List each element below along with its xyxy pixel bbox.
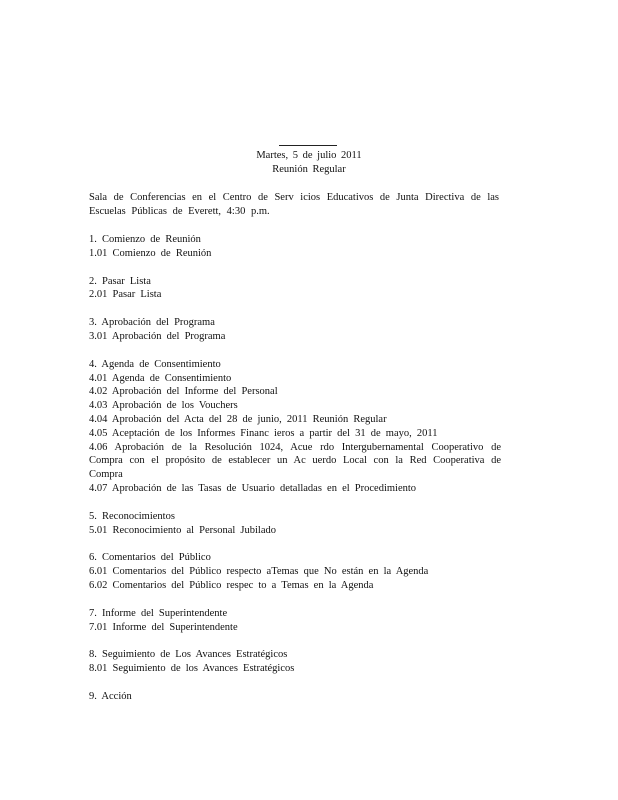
agenda-item: 4.02 Aprobación del Informe del Personal [89,386,278,398]
agenda-item: 6.02 Comentarios del Público respec to a Temas en la Agenda [89,579,374,591]
section-heading: 7. Informe del Superintendente [89,607,228,619]
agenda-section-3 [89,316,509,344]
meeting-type: Reunión Regular [272,164,346,175]
agenda-item: 4.05 Aceptación de los Informes Financ ieros a partir del 31 de mayo, 2011 [89,427,438,439]
section-heading: 8. Seguimiento de Los Avances Estratégicos [89,649,288,661]
agenda-item: 3.01 Aprobación del Programa [89,330,226,342]
header-rule [279,145,337,146]
agenda-item: 4.06 Aprobación de la Resolución 1024, Acue rdo Intergubernamental Cooperativo de Compra con el propósito de establecer un Ac uerdo Local con la Red Cooperativa de Compra [89,441,501,481]
agenda-section-7 [89,607,509,635]
agenda-list [89,233,509,718]
section-heading: 5. Reconocimientos [89,510,175,522]
agenda-section-6 [89,551,509,592]
agenda-section-9 [89,690,509,704]
section-heading: 2. Pasar Lista [89,275,151,287]
agenda-item: 4.07 Aprobación de las Tasas de Usuario detalladas en el Procedimiento [89,482,417,494]
section-heading: 1. Comienzo de Reunión [89,234,201,245]
agenda-item: 6.01 Comentarios del Público respecto aTemas que No están en la Agenda [89,566,429,578]
meeting-location: Sala de Conferencias en el Centro de Serv icios Educativos de Junta Directiva de las Escuelas Públicas de Everett, 4:30 p.m. [89,192,499,217]
section-heading: 4. Agenda de Consentimiento [89,358,221,370]
section-heading: 9. Acción [89,690,132,702]
agenda-item: 1.01 Comienzo de Reunión [89,247,212,259]
section-heading: 6. Comentarios del Público [89,552,211,564]
meeting-date: Martes, 5 de julio 2011 [256,150,362,161]
agenda-section-1 [89,233,509,261]
agenda-section-5 [89,510,509,538]
agenda-item: 2.01 Pasar Lista [89,289,162,301]
agenda-section-4 [89,358,509,496]
agenda-item: 7.01 Informe del Superintendente [89,621,238,633]
agenda-section-8 [89,648,509,676]
agenda-item: 4.03 Aprobación de los Vouchers [89,400,238,412]
agenda-item: 4.01 Agenda de Consentimiento [89,372,232,384]
agenda-section-2 [89,275,509,303]
agenda-item: 5.01 Reconocimiento al Personal Jubilado [89,524,277,536]
section-heading: 3. Aprobación del Programa [89,317,215,329]
agenda-item: 4.04 Aprobación del Acta del 28 de junio, 2011 Reunión Regular [89,413,387,425]
agenda-item: 8.01 Seguimiento de los Avances Estratégicos [89,663,295,675]
